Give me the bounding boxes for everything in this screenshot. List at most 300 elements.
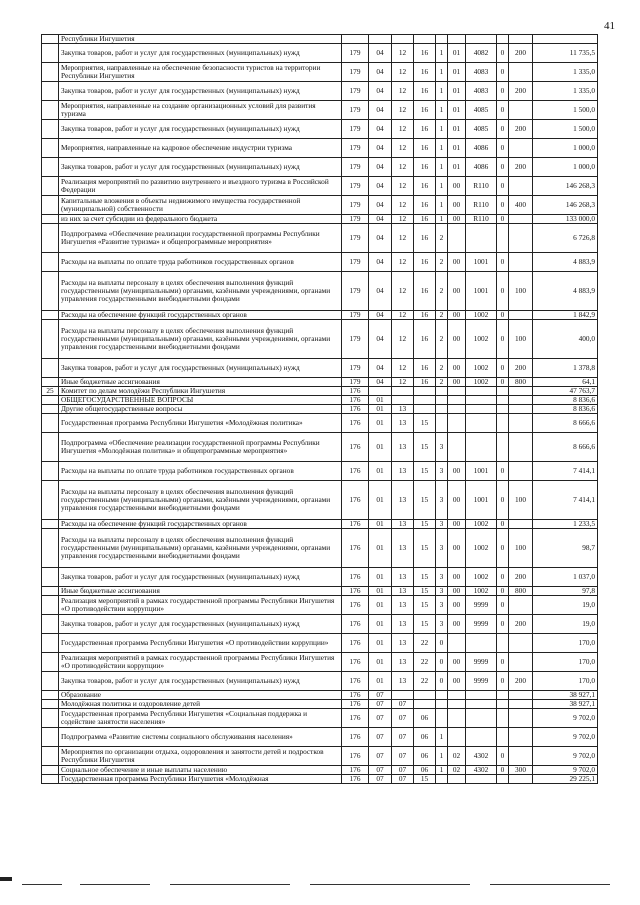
code-cell: 04	[369, 82, 392, 101]
code-cell: 01	[448, 158, 466, 177]
code-cell: 2	[436, 311, 448, 320]
code-cell: 179	[342, 44, 369, 63]
code-cell	[509, 653, 533, 672]
row-number-cell	[42, 596, 59, 615]
table-row	[42, 634, 598, 653]
table-row	[42, 177, 598, 196]
code-cell: 176	[342, 700, 369, 709]
code-cell: 100	[509, 272, 533, 311]
code-cell: 04	[369, 63, 392, 82]
code-cell	[414, 700, 436, 709]
code-cell: 4086	[466, 158, 497, 177]
code-cell	[466, 728, 497, 747]
item-name-cell: Мероприятия, направленные на создание организационных условий для развития туризма	[59, 101, 342, 120]
amount-cell: 97,8	[533, 587, 598, 596]
item-name-cell: Государственная программа Республики Ингушетия «Молодёжная политика»	[59, 414, 342, 433]
code-cell: 176	[342, 405, 369, 414]
code-cell	[466, 35, 497, 44]
code-cell: 12	[392, 320, 414, 359]
code-cell: 179	[342, 253, 369, 272]
amount-cell: 47 763,7	[533, 387, 598, 396]
code-cell: 400	[509, 196, 533, 215]
code-cell: 179	[342, 158, 369, 177]
amount-cell: 4 883,9	[533, 272, 598, 311]
code-cell: 2	[436, 224, 448, 253]
code-cell: 04	[369, 378, 392, 387]
amount-cell: 4 883,9	[533, 253, 598, 272]
code-cell: 0	[497, 253, 509, 272]
code-cell	[509, 35, 533, 44]
code-cell: 16	[414, 378, 436, 387]
code-cell	[497, 433, 509, 462]
code-cell: 02	[448, 747, 466, 766]
table-row	[42, 766, 598, 775]
row-number-cell	[42, 615, 59, 634]
code-cell: 15	[414, 568, 436, 587]
code-cell	[497, 387, 509, 396]
code-cell: 200	[509, 158, 533, 177]
code-cell: 00	[448, 615, 466, 634]
item-name-cell: Расходы на обеспечение функций государственных органов	[59, 520, 342, 529]
code-cell: 12	[392, 253, 414, 272]
amount-cell: 29 225,1	[533, 775, 598, 784]
amount-cell: 1 335,0	[533, 63, 598, 82]
code-cell: 0	[497, 615, 509, 634]
code-cell	[497, 691, 509, 700]
row-number-cell	[42, 520, 59, 529]
code-cell: 4082	[466, 44, 497, 63]
code-cell	[497, 709, 509, 728]
code-cell: 1001	[466, 462, 497, 481]
row-number-cell	[42, 253, 59, 272]
code-cell: 176	[342, 587, 369, 596]
table-row	[42, 462, 598, 481]
code-cell: 01	[369, 568, 392, 587]
code-cell: 00	[448, 529, 466, 568]
code-cell: 04	[369, 311, 392, 320]
amount-cell: 1 000,0	[533, 158, 598, 177]
table-row	[42, 82, 598, 101]
code-cell	[509, 709, 533, 728]
code-cell	[448, 700, 466, 709]
code-cell: 13	[392, 520, 414, 529]
code-cell	[466, 433, 497, 462]
code-cell: 01	[369, 529, 392, 568]
table-row	[42, 196, 598, 215]
code-cell: 1	[436, 215, 448, 224]
table-row	[42, 311, 598, 320]
item-name-cell: Расходы на выплаты по оплате труда работников государственных органов	[59, 462, 342, 481]
code-cell: 0	[497, 587, 509, 596]
row-number-cell	[42, 728, 59, 747]
amount-cell: 170,0	[533, 653, 598, 672]
code-cell: 04	[369, 320, 392, 359]
code-cell: 04	[369, 101, 392, 120]
table-row	[42, 378, 598, 387]
code-cell: 01	[448, 63, 466, 82]
code-cell: 07	[392, 775, 414, 784]
table-row	[42, 414, 598, 433]
item-name-cell: ОБЩЕГОСУДАРСТВЕННЫЕ ВОПРОСЫ	[59, 396, 342, 405]
code-cell	[414, 387, 436, 396]
code-cell: 176	[342, 596, 369, 615]
code-cell: 16	[414, 311, 436, 320]
code-cell: 07	[369, 747, 392, 766]
code-cell: 9999	[466, 596, 497, 615]
table-row	[42, 63, 598, 82]
code-cell: 22	[414, 672, 436, 691]
code-cell: 15	[414, 481, 436, 520]
code-cell: 176	[342, 481, 369, 520]
code-cell: 176	[342, 653, 369, 672]
code-cell: 04	[369, 215, 392, 224]
code-cell	[466, 387, 497, 396]
amount-cell: 400,0	[533, 320, 598, 359]
code-cell: 9999	[466, 672, 497, 691]
code-cell: 12	[392, 63, 414, 82]
code-cell: 01	[448, 120, 466, 139]
amount-cell: 38 927,1	[533, 700, 598, 709]
code-cell: 1	[436, 101, 448, 120]
code-cell: 179	[342, 177, 369, 196]
code-cell: 04	[369, 44, 392, 63]
code-cell: 16	[414, 177, 436, 196]
table-row	[42, 700, 598, 709]
row-number-cell	[42, 414, 59, 433]
code-cell: 01	[369, 481, 392, 520]
code-cell: 00	[448, 672, 466, 691]
item-name-cell: Расходы на выплаты персоналу в целях обеспечения выполнения функций государственными (муниципальными) органами, казёнными учреждениями, органами управления государственными внебюджетными фондами	[59, 320, 342, 359]
code-cell: 0	[497, 378, 509, 387]
code-cell	[509, 520, 533, 529]
page-number: 41	[604, 20, 615, 32]
code-cell: 16	[414, 272, 436, 311]
code-cell: 0	[497, 311, 509, 320]
code-cell: 15	[414, 596, 436, 615]
code-cell	[497, 634, 509, 653]
table-row	[42, 520, 598, 529]
code-cell: 12	[392, 359, 414, 378]
code-cell: 00	[448, 320, 466, 359]
code-cell: 179	[342, 224, 369, 253]
code-cell: 1	[436, 82, 448, 101]
scan-mark	[0, 877, 12, 881]
amount-cell: 7 414,1	[533, 481, 598, 520]
code-cell	[497, 414, 509, 433]
code-cell	[448, 775, 466, 784]
code-cell: 12	[392, 158, 414, 177]
code-cell: 3	[436, 520, 448, 529]
code-cell: 200	[509, 359, 533, 378]
row-number-cell	[42, 529, 59, 568]
code-cell: 04	[369, 158, 392, 177]
code-cell: 2	[436, 253, 448, 272]
code-cell: 176	[342, 672, 369, 691]
code-cell	[466, 700, 497, 709]
code-cell: 1	[436, 177, 448, 196]
code-cell	[509, 634, 533, 653]
item-name-cell: Другие общегосударственные вопросы	[59, 405, 342, 414]
item-name-cell: Закупка товаров, работ и услуг для государственных (муниципальных) нужд	[59, 568, 342, 587]
code-cell: 02	[448, 766, 466, 775]
item-name-cell: Мероприятия, направленные на обеспечение безопасности туристов на территории Республики Ингушетия	[59, 63, 342, 82]
code-cell: 2	[436, 272, 448, 311]
code-cell: 12	[392, 44, 414, 63]
table-row	[42, 433, 598, 462]
code-cell: 15	[414, 433, 436, 462]
code-cell: 179	[342, 101, 369, 120]
code-cell	[448, 224, 466, 253]
code-cell: 16	[414, 63, 436, 82]
code-cell: 200	[509, 82, 533, 101]
code-cell: 1002	[466, 311, 497, 320]
row-number-cell	[42, 378, 59, 387]
code-cell: 15	[414, 587, 436, 596]
code-cell: 0	[497, 272, 509, 311]
code-cell	[497, 775, 509, 784]
code-cell	[509, 224, 533, 253]
code-cell: 0	[497, 63, 509, 82]
code-cell: 0	[497, 120, 509, 139]
item-name-cell: Иные бюджетные ассигнования	[59, 378, 342, 387]
table-row	[42, 568, 598, 587]
table-row	[42, 101, 598, 120]
code-cell: 15	[414, 520, 436, 529]
code-cell: 07	[392, 700, 414, 709]
code-cell	[448, 709, 466, 728]
code-cell: 00	[448, 215, 466, 224]
code-cell: 12	[392, 215, 414, 224]
amount-cell: 98,7	[533, 529, 598, 568]
code-cell: 04	[369, 224, 392, 253]
code-cell: 00	[448, 196, 466, 215]
code-cell: 07	[369, 775, 392, 784]
item-name-cell: из них за счет субсидии из федерального бюджета	[59, 215, 342, 224]
code-cell	[497, 728, 509, 747]
code-cell	[392, 691, 414, 700]
code-cell: 00	[448, 177, 466, 196]
code-cell: 00	[448, 359, 466, 378]
code-cell: 15	[414, 414, 436, 433]
code-cell: 100	[509, 320, 533, 359]
amount-cell: 19,0	[533, 615, 598, 634]
code-cell: 16	[414, 82, 436, 101]
item-name-cell: Государственная программа Республики Ингушетия «Социальная поддержка и содействие занятости населения»	[59, 709, 342, 728]
code-cell	[369, 35, 392, 44]
code-cell: 3	[436, 481, 448, 520]
code-cell: 3	[436, 587, 448, 596]
code-cell: 0	[497, 101, 509, 120]
amount-cell: 1 842,9	[533, 311, 598, 320]
amount-cell: 170,0	[533, 672, 598, 691]
code-cell: 16	[414, 101, 436, 120]
code-cell: 1001	[466, 272, 497, 311]
item-name-cell: Расходы на обеспечение функций государственных органов	[59, 311, 342, 320]
code-cell: 00	[448, 481, 466, 520]
code-cell: 00	[448, 253, 466, 272]
code-cell: 179	[342, 320, 369, 359]
table-row	[42, 615, 598, 634]
code-cell: 2	[436, 320, 448, 359]
code-cell: 1	[436, 747, 448, 766]
row-number-cell	[42, 672, 59, 691]
code-cell: 9999	[466, 653, 497, 672]
code-cell: 16	[414, 224, 436, 253]
row-number-cell	[42, 139, 59, 158]
code-cell: 01	[369, 520, 392, 529]
table-row	[42, 653, 598, 672]
row-number-cell	[42, 224, 59, 253]
row-number-cell	[42, 158, 59, 177]
row-number-cell	[42, 775, 59, 784]
code-cell: 04	[369, 272, 392, 311]
table-row	[42, 224, 598, 253]
row-number-cell	[42, 700, 59, 709]
code-cell: 04	[369, 139, 392, 158]
code-cell: 176	[342, 709, 369, 728]
code-cell: 176	[342, 414, 369, 433]
code-cell: 12	[392, 139, 414, 158]
table-row	[42, 775, 598, 784]
item-name-cell: Закупка товаров, работ и услуг для государственных (муниципальных) нужд	[59, 44, 342, 63]
code-cell	[509, 139, 533, 158]
table-row	[42, 747, 598, 766]
item-name-cell: Закупка товаров, работ и услуг для государственных (муниципальных) нужд	[59, 615, 342, 634]
code-cell: 179	[342, 378, 369, 387]
code-cell	[509, 691, 533, 700]
code-cell: 100	[509, 529, 533, 568]
code-cell	[448, 405, 466, 414]
amount-cell: 1 500,0	[533, 101, 598, 120]
code-cell	[509, 462, 533, 481]
code-cell: 01	[369, 653, 392, 672]
code-cell: 01	[369, 414, 392, 433]
table-row	[42, 158, 598, 177]
code-cell: 1	[436, 139, 448, 158]
item-name-cell: Закупка товаров, работ и услуг для государственных (муниципальных) нужд	[59, 672, 342, 691]
row-number-cell	[42, 63, 59, 82]
code-cell: 1001	[466, 481, 497, 520]
code-cell: 0	[497, 481, 509, 520]
code-cell: 4085	[466, 101, 497, 120]
row-number-cell	[42, 634, 59, 653]
code-cell: 1002	[466, 359, 497, 378]
code-cell	[392, 387, 414, 396]
row-number-cell	[42, 433, 59, 462]
code-cell: 07	[369, 709, 392, 728]
code-cell: 1002	[466, 520, 497, 529]
amount-cell: 8 666,6	[533, 433, 598, 462]
code-cell: 800	[509, 587, 533, 596]
code-cell: 06	[414, 728, 436, 747]
code-cell	[448, 387, 466, 396]
code-cell: 22	[414, 634, 436, 653]
code-cell: 0	[497, 672, 509, 691]
code-cell: 1002	[466, 378, 497, 387]
item-name-cell: Расходы на выплаты персоналу в целях обеспечения выполнения функций государственными (муниципальными) органами, казёнными учреждениями, органами управления государственными внебюджетными фондами	[59, 481, 342, 520]
code-cell: 176	[342, 396, 369, 405]
code-cell: 01	[369, 672, 392, 691]
amount-cell: 170,0	[533, 634, 598, 653]
code-cell: 13	[392, 433, 414, 462]
row-number-cell	[42, 481, 59, 520]
row-number-cell	[42, 396, 59, 405]
code-cell: 22	[414, 653, 436, 672]
item-name-cell: Реализация мероприятий в рамках государственной программы Республики Ингушетия «О противодействии коррупции»	[59, 596, 342, 615]
code-cell: 200	[509, 615, 533, 634]
code-cell: 13	[392, 405, 414, 414]
item-name-cell: Мероприятия по организации отдыха, оздоровления и занятости детей и подростков Республики Ингушетия	[59, 747, 342, 766]
code-cell: 12	[392, 177, 414, 196]
code-cell: 1	[436, 120, 448, 139]
code-cell: 16	[414, 215, 436, 224]
code-cell: 800	[509, 378, 533, 387]
code-cell: R110	[466, 177, 497, 196]
code-cell: 1002	[466, 320, 497, 359]
table-row	[42, 728, 598, 747]
item-name-cell: Мероприятия, направленные на кадровое обеспечение индустрии туризма	[59, 139, 342, 158]
code-cell: 12	[392, 120, 414, 139]
code-cell: 01	[448, 44, 466, 63]
table-row	[42, 120, 598, 139]
item-name-cell: Республики Ингушетия	[59, 35, 342, 44]
code-cell: 0	[497, 520, 509, 529]
code-cell: 01	[369, 596, 392, 615]
code-cell: R110	[466, 196, 497, 215]
item-name-cell: Реализация мероприятий в рамках государственной программы Республики Ингушетия «О противодействии коррупции»	[59, 653, 342, 672]
code-cell: 04	[369, 253, 392, 272]
code-cell	[497, 396, 509, 405]
amount-cell: 1 000,0	[533, 139, 598, 158]
code-cell: 07	[369, 728, 392, 747]
code-cell: R110	[466, 215, 497, 224]
code-cell: 4302	[466, 766, 497, 775]
row-number-cell	[42, 177, 59, 196]
amount-cell: 7 414,1	[533, 462, 598, 481]
amount-cell: 9 702,0	[533, 709, 598, 728]
code-cell: 1002	[466, 568, 497, 587]
code-cell: 179	[342, 120, 369, 139]
code-cell: 04	[369, 120, 392, 139]
row-number-cell	[42, 101, 59, 120]
code-cell: 13	[392, 481, 414, 520]
code-cell: 16	[414, 196, 436, 215]
code-cell: 01	[369, 396, 392, 405]
table-row	[42, 596, 598, 615]
code-cell	[392, 396, 414, 405]
code-cell	[509, 747, 533, 766]
table-row	[42, 405, 598, 414]
row-number-cell	[42, 215, 59, 224]
table-row	[42, 253, 598, 272]
code-cell: 0	[497, 653, 509, 672]
amount-cell: 9 702,0	[533, 747, 598, 766]
row-number-cell	[42, 44, 59, 63]
code-cell: 2	[436, 378, 448, 387]
code-cell	[436, 405, 448, 414]
footer-rule	[0, 884, 640, 885]
row-number-cell	[42, 568, 59, 587]
row-number-cell	[42, 653, 59, 672]
item-name-cell: Расходы на выплаты персоналу в целях обеспечения выполнения функций государственными (муниципальными) органами, казёнными учреждениями, органами управления государственными внебюджетными фондами	[59, 529, 342, 568]
code-cell: 0	[497, 196, 509, 215]
code-cell: 9999	[466, 615, 497, 634]
item-name-cell: Закупка товаров, работ и услуг для государственных (муниципальных) нужд	[59, 120, 342, 139]
code-cell	[436, 396, 448, 405]
row-number-cell: 25	[42, 387, 59, 396]
code-cell: 0	[497, 568, 509, 587]
code-cell: 176	[342, 691, 369, 700]
